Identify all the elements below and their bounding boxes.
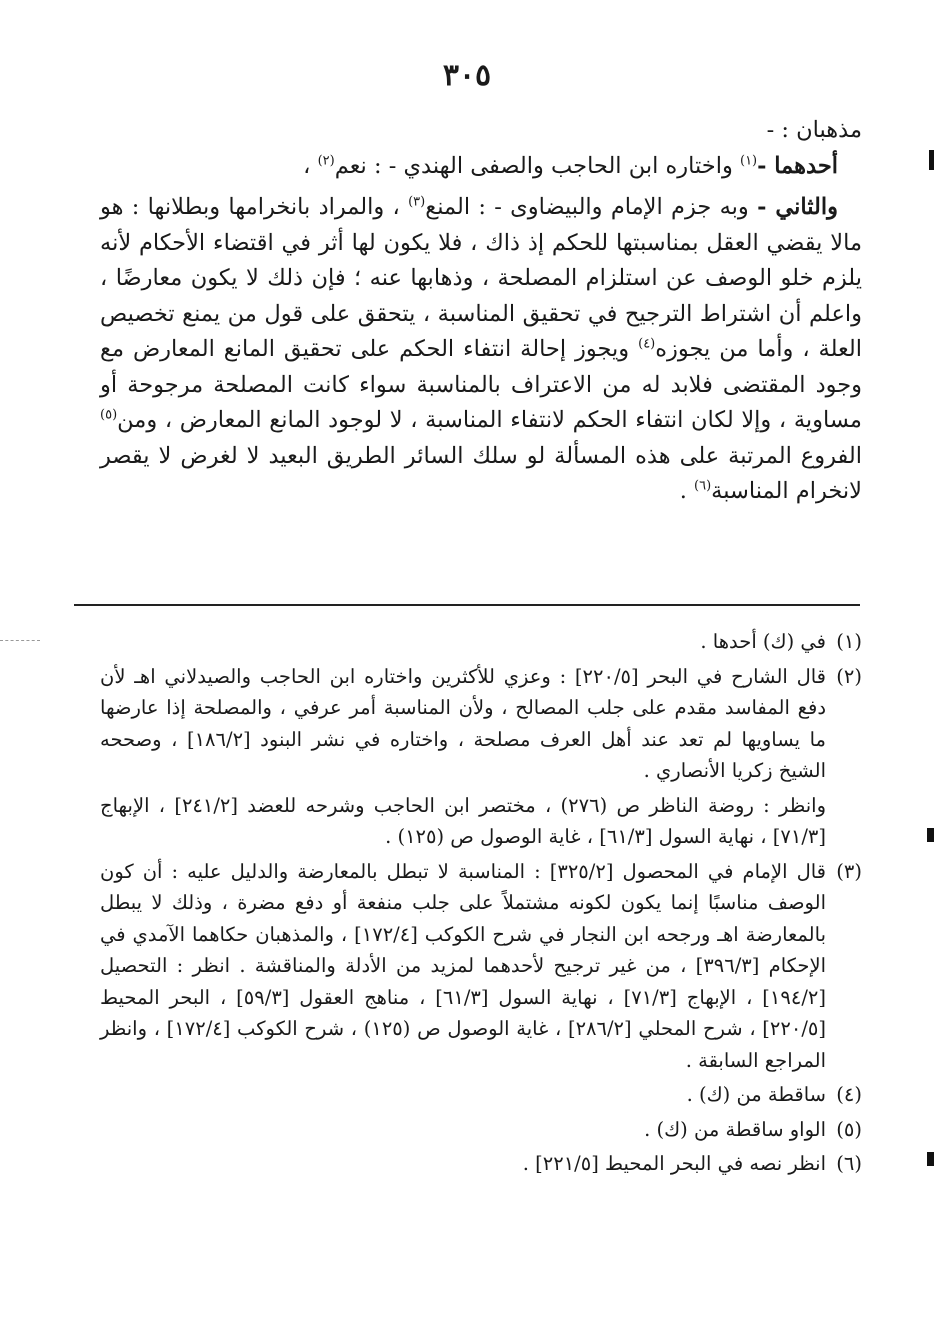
- page-number: ٣٠٥: [442, 58, 492, 93]
- footnote-text: الواو ساقطة من (ك) .: [644, 1117, 826, 1141]
- footnote-text: ساقطة من (ك) .: [686, 1083, 826, 1106]
- footnote-2: [100, 661, 862, 787]
- footnote-text: وانظر : روضة الناظر ص (٢٧٦) ، مختصر ابن الحاجب وشرحه للعضد [٢٤١/٢] ، الإبهاج [٧١/٣] ، نهاية السول [٦١/٣] ، غاية الوصول ص (١٢٥) .: [100, 793, 826, 848]
- footnotes: [100, 626, 862, 1183]
- footnote-number: (١): [836, 630, 862, 653]
- footnote-5: [100, 1114, 862, 1146]
- footnote-3: [100, 856, 862, 1077]
- footnote-6: [100, 1148, 862, 1180]
- footnote-number: (٥): [836, 1117, 862, 1141]
- footnote-number: (٣): [836, 859, 862, 883]
- footnote-ref-6: (٦): [694, 478, 712, 494]
- footnote-ref-4: (٤): [638, 336, 656, 352]
- first-opinion-lead: أحدهما -: [757, 152, 838, 179]
- paragraph-second-opinion: والثاني - وبه جزم الإمام والبيضاوى - : المنع$^{(٣)}$ ، والمراد بانخرامها وبطلانها : هو مالا يقضي العقل بمناسبتها للحكم إذ ذاك ، فلا يكون لها أثر في اقتضاء الأحكام لأنه يلزم خلو الوصف عن استلزام المصلحة ، وذهابها عنه ؛ فإن ذلك لا يكون معارضًا ، واعلم أن اشتراط الترجيح في تحقيق المناسبة ، يتحقق على قول من يمنع تخصيص العلة ، وأما من يجوزه$^{(٤)}$ ويجوز إحالة انتفاء الحكم على تحقيق المانع المعارض مع وجود المقتضى فلابد له من الاعتراف بالمناسبة سواء كانت المصلحة مرجوحة أو مساوية ، وإلا لكان انتفاء الحكم لانتفاء المناسبة ، لا لوجود المانع المعارض ، ومن$^{(٥)}$ الفروع المرتبة على هذه المسألة لو سلك السائر الطريق البعيد لا لغرض لا يقصر لانخرام المناسبة$^{(٦)}$ .: [100, 194, 862, 504]
- scan-edge-mark: [927, 1152, 934, 1166]
- paragraph-first-opinion: أحدهما -$^{(١)}$ واختاره ابن الحاجب والصفى الهندي - : نعم$^{(٢)}$ ،: [303, 152, 838, 179]
- footnote-1: [100, 626, 862, 658]
- footnote-2-continued: [100, 790, 826, 853]
- main-text: [100, 113, 862, 510]
- paragraph-intro: مذهبان : -: [766, 117, 862, 143]
- footnote-number: (٢): [836, 664, 862, 688]
- footnote-separator: [74, 604, 860, 606]
- footnote-text: قال الإمام في المحصول [٣٢٥/٢] : المناسبة لا تبطل بالمعارضة والدليل عليه : أن كون الوصف مناسبًا إنما يكون لكونه مشتملاً على جلب منفعة أو دفع مضرة ، وذلك لا يبطل بالمعارضة اهـ ورجحه ابن النجار في شرح الكوكب [١٧٢/٤] ، والمذهبان حكاهما الآمدي في الإحكام [٣٩٦/٣] ، من غير ترجيح لأحدهما لمزيد من الأدلة والمناقشة . انظر : التحصيل [١٩٤/٢] ، الإبهاج [٧١/٣] ، نهاية السول [٦١/٣] ، مناهج العقول [٥٩/٣] ، البحر المحيط [٢٢٠/٥] ، شرح المحلي [٢٨٦/٢] ، غاية الوصول ص (١٢٥) ، شرح الكوكب [١٧٢/٤] ، وانظر المراجع السابقة .: [100, 859, 827, 1072]
- footnote-ref-3: (٣): [408, 194, 426, 210]
- footnote-text: قال الشارح في البحر [٢٢٠/٥] : وعزي للأكثرين واختاره ابن الحاجب والصيدلاني اهـ لأن دفع المفاسد مقدم على جلب المصالح ، ولأن المناسبة أمر عرفي ، والمصلحة إذا عارضها ما يساويها لم تعد عند أهل العرف مصلحة ، واختاره في نشر البنود [١٨٦/٢] ، وصححه الشيخ زكريا الأنصاري .: [100, 664, 826, 782]
- footnote-ref-1: (١): [739, 153, 758, 168]
- scan-artifact: [0, 640, 40, 641]
- footnote-text: في (ك) أحدها .: [700, 630, 826, 653]
- footnote-ref-2: (٢): [317, 153, 335, 168]
- footnote-text: انظر نصه في البحر المحيط [٢٢١/٥] .: [522, 1152, 826, 1175]
- footnote-4: [100, 1079, 862, 1111]
- footnote-number: (٤): [836, 1083, 862, 1106]
- scan-edge-mark: [927, 828, 934, 842]
- second-opinion-lead: والثاني -: [757, 194, 839, 220]
- footnote-ref-5: (٥): [100, 407, 118, 423]
- scan-edge-mark: [929, 150, 934, 170]
- footnote-number: (٦): [836, 1152, 862, 1175]
